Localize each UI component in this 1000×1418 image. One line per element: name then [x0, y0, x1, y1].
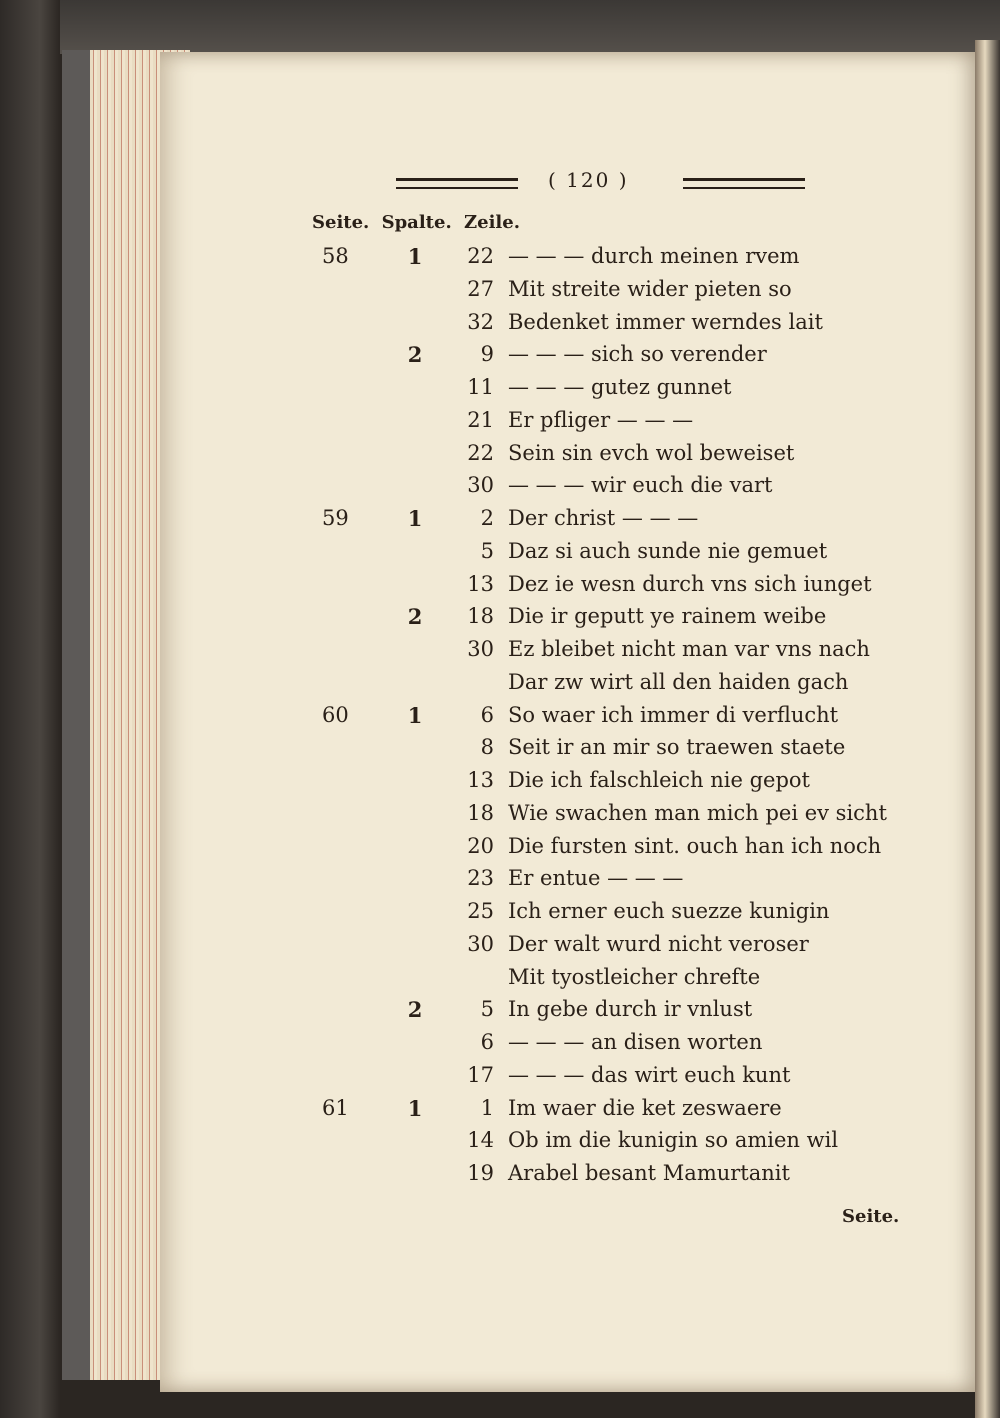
table-row — [0, 932, 1000, 964]
table-row — [0, 834, 1000, 866]
text-cell: Bedenket immer werndes lait — [508, 309, 823, 334]
header-rule-left — [396, 178, 518, 189]
spalte-cell: 1 — [407, 244, 423, 269]
zeile-cell: 5 — [480, 538, 494, 563]
table-row — [0, 539, 1000, 571]
table-row — [0, 375, 1000, 407]
zeile-cell: 23 — [467, 866, 494, 891]
zeile-cell: 9 — [480, 342, 494, 367]
book-top-edge — [60, 0, 1000, 54]
table-row — [0, 801, 1000, 833]
spalte-cell: 2 — [407, 342, 423, 368]
zeile-cell: 6 — [480, 702, 494, 727]
text-cell: Seit ir an mir so traewen staete — [508, 735, 846, 760]
table-row — [0, 735, 1000, 767]
table-row — [0, 768, 1000, 800]
zeile-cell: 8 — [480, 735, 494, 760]
zeile-cell: 13 — [467, 768, 494, 792]
table-row — [0, 703, 1000, 735]
text-cell: Ob im die kunigin so amien wil — [508, 1128, 839, 1153]
table-row — [0, 244, 1000, 276]
zeile-cell: 30 — [467, 473, 494, 498]
table-row — [0, 342, 1000, 374]
text-cell: Die ir geputt ye rainem weibe — [508, 604, 827, 629]
text-cell: — — — an disen worten — [508, 1030, 763, 1054]
zeile-cell: 27 — [467, 276, 494, 301]
text-cell: In gebe durch ir vnlust — [508, 997, 753, 1022]
zeile-cell: 11 — [467, 375, 494, 399]
text-cell: Dar zw wirt all den haiden gach — [508, 669, 849, 694]
column-headers: Seite. Spalte. Zeile. — [312, 212, 520, 233]
text-cell: — — — sich so verender — [508, 342, 767, 367]
zeile-cell: 18 — [467, 604, 494, 629]
text-cell: Dez ie wesn durch vns sich iunget — [508, 571, 872, 596]
zeile-cell: 1 — [480, 1095, 494, 1120]
table-row — [0, 997, 1000, 1029]
table-row — [0, 1030, 1000, 1062]
table-row — [0, 572, 1000, 604]
table-row — [0, 408, 1000, 440]
table-row — [0, 441, 1000, 473]
text-cell: Die fursten sint. ouch han ich noch — [508, 833, 882, 858]
page-header — [0, 170, 1000, 200]
seite-cell: 61 — [322, 1095, 349, 1120]
page-number: ( 120 ) — [548, 168, 629, 192]
text-cell: Er entue — — — — [508, 866, 684, 891]
text-cell: Der christ — — — — [508, 506, 699, 530]
catchword: Seite. — [842, 1206, 900, 1227]
zeile-cell: 22 — [467, 440, 494, 465]
zeile-cell: 18 — [467, 800, 494, 825]
text-cell: — — — das wirt euch kunt — [508, 1062, 791, 1087]
zeile-cell: 2 — [480, 506, 494, 530]
spalte-cell: 2 — [407, 604, 423, 630]
table-row — [0, 1096, 1000, 1128]
zeile-cell: 20 — [467, 833, 494, 858]
zeile-cell: 14 — [467, 1128, 494, 1153]
text-cell: Mit streite wider pieten so — [508, 276, 792, 301]
text-cell: Daz si auch sunde nie gemuet — [508, 538, 828, 563]
table-row — [0, 670, 1000, 702]
table-row — [0, 310, 1000, 342]
text-cell: Im waer die ket zeswaere — [508, 1095, 782, 1120]
table-row — [0, 506, 1000, 538]
seite-cell: 59 — [322, 506, 349, 530]
text-cell: Ez bleibet nicht man var vns nach — [508, 637, 870, 661]
text-cell: Mit tyostleicher chrefte — [508, 964, 761, 989]
zeile-cell: 30 — [467, 637, 494, 661]
text-cell: So waer ich immer di verflucht — [508, 702, 839, 727]
text-cell: — — — gutez gunnet — [508, 375, 732, 399]
text-cell: Wie swachen man mich pei ev sicht — [508, 800, 887, 825]
zeile-cell: 6 — [480, 1030, 494, 1054]
spalte-cell: 1 — [407, 702, 423, 728]
table-row — [0, 899, 1000, 931]
zeile-cell: 21 — [467, 407, 494, 432]
text-cell: Er pfliger — — — — [508, 407, 694, 432]
text-cell: Ich erner euch suezze kunigin — [508, 899, 830, 923]
table-row — [0, 1063, 1000, 1095]
zeile-cell: 19 — [467, 1161, 494, 1185]
zeile-cell: 5 — [480, 997, 494, 1022]
text-cell: — — — wir euch die vart — [508, 473, 773, 498]
spalte-cell: 1 — [407, 506, 423, 531]
text-cell: Arabel besant Mamurtanit — [508, 1161, 790, 1185]
text-cell: Sein sin evch wol beweiset — [508, 440, 795, 465]
spalte-cell: 1 — [407, 1095, 423, 1121]
zeile-cell: 13 — [467, 571, 494, 596]
zeile-cell: 17 — [467, 1062, 494, 1087]
table-row — [0, 473, 1000, 505]
table-row — [0, 1161, 1000, 1193]
table-row — [0, 1128, 1000, 1160]
zeile-cell: 25 — [467, 899, 494, 923]
zeile-cell: 32 — [467, 309, 494, 334]
header-rule-right — [683, 178, 805, 189]
zeile-cell: 22 — [467, 244, 494, 268]
table-row — [0, 277, 1000, 309]
seite-cell: 58 — [322, 244, 349, 268]
table-row — [0, 965, 1000, 997]
zeile-cell: 30 — [467, 931, 494, 956]
text-cell: Die ich falschleich nie gepot — [508, 768, 810, 792]
text-cell: Der walt wurd nicht veroser — [508, 931, 809, 956]
table-row — [0, 604, 1000, 636]
text-cell: — — — durch meinen rvem — [508, 244, 800, 268]
spalte-cell: 2 — [407, 997, 423, 1023]
table-row — [0, 866, 1000, 898]
table-row — [0, 637, 1000, 669]
seite-cell: 60 — [322, 702, 349, 727]
